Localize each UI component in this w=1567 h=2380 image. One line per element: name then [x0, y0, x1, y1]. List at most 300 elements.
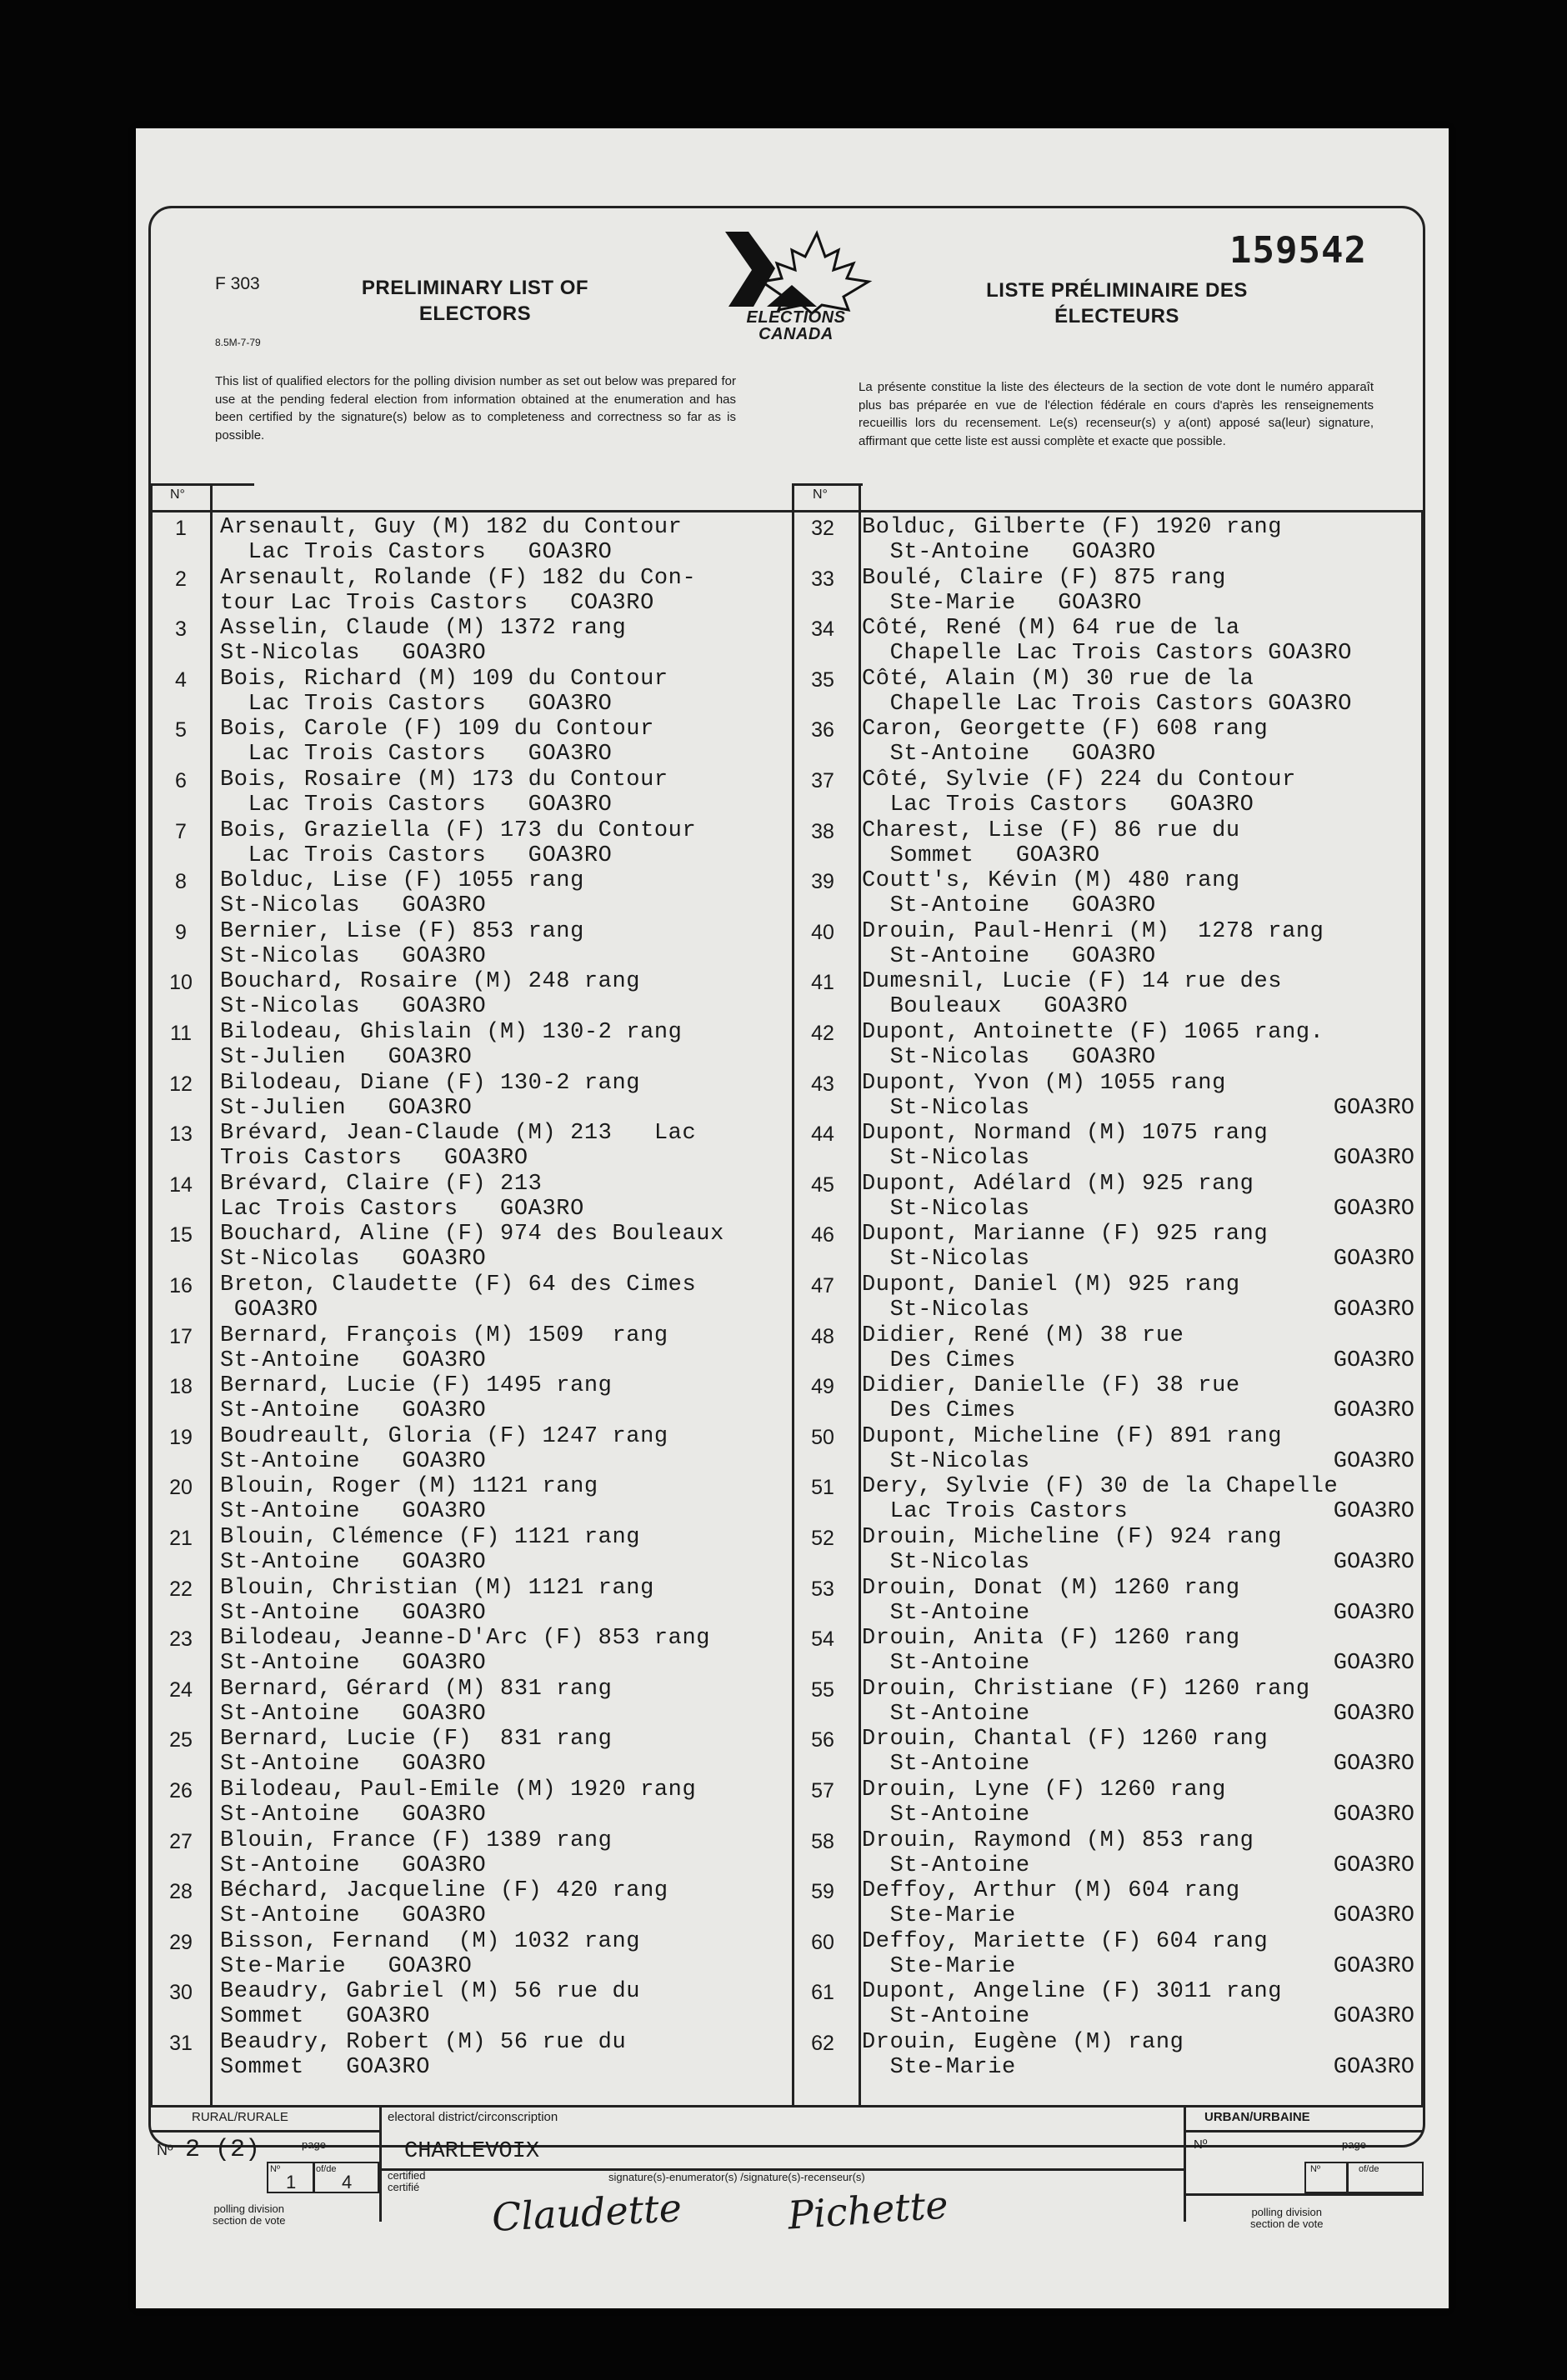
rule	[313, 2162, 315, 2193]
rule	[1184, 2130, 1424, 2132]
entry-address-line: St-Antoine GOA3RO	[862, 943, 1156, 969]
entry-number: 14	[169, 1172, 193, 1197]
title-french-line2: ÉLECTEURS	[1054, 305, 1179, 328]
rule	[792, 483, 863, 486]
entry-postal-code: GOA3RO	[1333, 1752, 1414, 1778]
entry-name-line: Arsenault, Rolande (F) 182 du Con-	[220, 565, 697, 591]
entry-address-line: Lac Trois Castors GOA3RO	[220, 792, 613, 818]
table-row	[794, 1222, 1421, 1272]
entry-number: 34	[811, 618, 834, 642]
rule	[150, 510, 1424, 512]
entry-name-line: Dupont, Yvon (M) 1055 rang	[862, 1070, 1226, 1096]
entry-name-line: Côté, Sylvie (F) 224 du Contour	[862, 768, 1296, 792]
entry-name-line: Didier, René (M) 38 rue	[862, 1322, 1184, 1348]
entry-address-line: St-Nicolas	[862, 1550, 1030, 1575]
district-label: electoral district/circonscription	[388, 2110, 558, 2124]
entry-name-line: Bernard, Lucie (F) 831 rang	[220, 1727, 613, 1752]
entry-number: 33	[811, 567, 834, 591]
intro-english: This list of qualified electors for the polling division number as set out below was prepared for use at the pending federal election from information obtained at the enumeration and has been certified by the signature(s) below as to completeness and correctness so far as is possible.	[215, 374, 736, 442]
table-row	[152, 1222, 792, 1272]
rule	[379, 2105, 382, 2222]
entry-postal-code: GOA3RO	[1333, 1953, 1414, 1979]
table-row	[152, 1626, 792, 1676]
table-row	[152, 667, 792, 717]
table-row	[794, 1323, 1421, 1373]
entry-address-line: St-Antoine GOA3RO	[220, 1651, 487, 1677]
entry-name-line: Bouchard, Aline (F) 974 des Bouleaux	[220, 1222, 724, 1248]
entry-name-line: Drouin, Lyne (F) 1260 rang	[862, 1778, 1226, 1802]
entry-number: 37	[811, 769, 834, 792]
entry-name-line: Côté, René (M) 64 rue de la	[862, 616, 1240, 642]
entry-number: 36	[811, 718, 834, 742]
entry-name-line: Drouin, Paul-Henri (M) 1278 rang	[862, 918, 1324, 944]
entry-name-line: Breton, Claudette (F) 64 des Cimes	[220, 1272, 697, 1298]
entry-name-line: Asselin, Claude (M) 1372 rang	[220, 616, 627, 642]
entry-number: 31	[169, 2032, 193, 2055]
entry-name-line: Béchard, Jacqueline (F) 420 rang	[220, 1878, 668, 1904]
rule	[150, 483, 254, 486]
rule	[1421, 510, 1424, 2105]
entry-name-line: Charest, Lise (F) 86 rue du	[862, 818, 1240, 843]
entry-number: 13	[169, 1122, 193, 1147]
polling-division-label-en: polling division	[213, 2202, 284, 2215]
entry-address-line: Lac Trois Castors GOA3RO	[220, 540, 613, 565]
table-row	[794, 1878, 1421, 1928]
urban-polling-division-label-en: polling division	[1251, 2206, 1322, 2218]
entry-number: 47	[811, 1274, 834, 1298]
entry-address-line: St-Antoine	[862, 1802, 1030, 1828]
entry-name-line: Bernier, Lise (F) 853 rang	[220, 918, 584, 944]
table-row	[152, 1071, 792, 1121]
table-row	[152, 868, 792, 918]
title-english-line1: PRELIMINARY LIST OF	[361, 277, 589, 299]
entry-address-line: Chapelle Lac Trois Castors GOA3RO	[862, 641, 1353, 667]
table-row	[152, 969, 792, 1019]
entry-number: 3	[175, 618, 187, 642]
urban-label: URBAN/URBAINE	[1204, 2110, 1310, 2124]
entry-number: 55	[811, 1678, 834, 1702]
urban-page-label: page	[1342, 2138, 1366, 2151]
entry-address-line: St-Antoine	[862, 1852, 1030, 1878]
intro-french: La présente constitue la liste des électeurs de la section de vote dont le numéro apparaît plus bas préparée en vue de l'élection fédérale en cours d'après les renseignements recueillis lors du recensement. Le(s) recenseur(s) y a(ont) apposé sa(leur) signature, affirmant que cette liste est aussi complète et exacte que possible.	[859, 380, 1374, 448]
entry-name-line: Bolduc, Gilberte (F) 1920 rang	[862, 515, 1283, 540]
entry-address-line: St-Antoine GOA3RO	[220, 1852, 487, 1878]
table-row	[152, 1172, 792, 1222]
entry-number: 35	[811, 668, 834, 692]
table-row	[152, 1878, 792, 1928]
entry-name-line: Dupont, Angeline (F) 3011 rang	[862, 1979, 1283, 2005]
table-row	[794, 1172, 1421, 1222]
entry-number: 45	[811, 1172, 834, 1197]
entry-number: 39	[811, 870, 834, 894]
entry-postal-code: GOA3RO	[1333, 1146, 1414, 1172]
logo-line1: ELECTIONS	[746, 308, 846, 327]
entry-number: 9	[175, 920, 187, 944]
entry-number: 17	[169, 1324, 193, 1348]
entry-number: 22	[169, 1577, 193, 1601]
entry-number: 2	[175, 567, 187, 591]
entry-number: 54	[811, 1628, 834, 1652]
entry-number: 20	[169, 1476, 193, 1500]
table-row	[152, 515, 792, 565]
table-row	[152, 1828, 792, 1878]
entry-number: 42	[811, 1022, 834, 1045]
entry-number: 24	[169, 1678, 193, 1702]
certified-label-en: certified	[388, 2169, 426, 2182]
entry-postal-code: GOA3RO	[1333, 1298, 1414, 1322]
entry-number: 40	[811, 920, 834, 944]
entry-name-line: Dupont, Normand (M) 1075 rang	[862, 1121, 1269, 1147]
entry-address-line: St-Nicolas	[862, 1146, 1030, 1172]
entry-name-line: Bouchard, Rosaire (M) 248 rang	[220, 969, 641, 995]
district-value: CHARLEVOIX	[404, 2139, 540, 2164]
entry-address-line: Ste-Marie	[862, 1953, 1016, 1979]
entry-address-line: Lac Trois Castors GOA3RO	[862, 792, 1254, 818]
urban-polling-division-label	[1250, 2207, 1323, 2230]
entry-name-line: Drouin, Micheline (F) 924 rang	[862, 1525, 1283, 1550]
table-row	[794, 1576, 1421, 1626]
table-row	[152, 818, 792, 868]
certified-label-fr: certifié	[388, 2181, 420, 2193]
logo-line2: CANADA	[758, 325, 834, 343]
entry-name-line: Drouin, Anita (F) 1260 rang	[862, 1626, 1240, 1652]
entry-name-line: Didier, Danielle (F) 38 rue	[862, 1373, 1240, 1399]
entry-name-line: Bernard, Lucie (F) 1495 rang	[220, 1373, 613, 1399]
entry-name-line: Dupont, Micheline (F) 891 rang	[862, 1423, 1283, 1449]
entry-number: 4	[175, 668, 187, 692]
entry-address-line: St-Antoine GOA3RO	[220, 1752, 487, 1778]
table-row	[794, 1727, 1421, 1777]
table-row	[152, 1525, 792, 1575]
column-header-number-right: N°	[813, 488, 828, 502]
table-row	[794, 1979, 1421, 2029]
polling-no-label: Nº	[157, 2142, 173, 2158]
table-row	[794, 768, 1421, 818]
entry-number: 48	[811, 1324, 834, 1348]
table-row	[152, 919, 792, 969]
title-english	[333, 275, 617, 327]
entry-number: 26	[169, 1779, 193, 1802]
urban-polling-division-label-fr: section de vote	[1250, 2218, 1324, 2230]
form-code: 8.5M-7-79	[215, 337, 261, 348]
table-row	[794, 1071, 1421, 1121]
entry-address-line: Lac Trois Castors GOA3RO	[220, 1196, 584, 1222]
entry-address-line: St-Nicolas	[862, 1247, 1030, 1272]
entry-address-line: Chapelle Lac Trois Castors GOA3RO	[862, 691, 1353, 717]
entry-number: 18	[169, 1375, 193, 1399]
entry-address-line: St-Antoine GOA3RO	[220, 1499, 487, 1525]
table-row	[152, 1576, 792, 1626]
entry-number: 19	[169, 1425, 193, 1449]
entry-address-line: St-Nicolas GOA3RO	[220, 943, 487, 969]
table-row	[794, 919, 1421, 969]
entry-number: 58	[811, 1829, 834, 1853]
entry-address-line: St-Antoine	[862, 1752, 1030, 1778]
entry-address-line: Ste-Marie GOA3RO	[220, 1953, 473, 1979]
table-row	[152, 1778, 792, 1828]
table-row	[152, 1929, 792, 1979]
entry-postal-code: GOA3RO	[1333, 1348, 1414, 1373]
of-label: of/de	[316, 2164, 337, 2174]
entry-number: 25	[169, 1728, 193, 1752]
entry-name-line: Bois, Richard (M) 109 du Contour	[220, 666, 668, 692]
entry-number: 30	[169, 1981, 193, 2005]
table-row	[794, 1020, 1421, 1070]
entry-number: 11	[170, 1022, 192, 1045]
entry-number: 7	[175, 819, 187, 843]
entry-name-line: Dupont, Daniel (M) 925 rang	[862, 1272, 1240, 1298]
entry-number: 5	[175, 718, 187, 742]
table-row	[794, 969, 1421, 1019]
entry-postal-code: GOA3RO	[1333, 1600, 1414, 1626]
entry-address-line: St-Antoine	[862, 1701, 1030, 1727]
table-row	[794, 1474, 1421, 1524]
rule	[1184, 2105, 1186, 2222]
entry-address-line: Sommet GOA3RO	[220, 2004, 431, 2030]
entry-address-line: St-Antoine GOA3RO	[220, 1348, 487, 1373]
entry-postal-code: GOA3RO	[1333, 1550, 1414, 1575]
entry-name-line: Bernard, Gérard (M) 831 rang	[220, 1676, 613, 1702]
entry-number: 44	[811, 1122, 834, 1147]
entry-address-line: Des Cimes	[862, 1398, 1016, 1424]
entry-address-line: St-Nicolas GOA3RO	[220, 994, 487, 1020]
entry-name-line: Boulé, Claire (F) 875 rang	[862, 565, 1226, 591]
rule	[150, 2130, 379, 2132]
polling-division-label	[213, 2203, 285, 2227]
table-row	[794, 1677, 1421, 1727]
entry-postal-code: GOA3RO	[1333, 2055, 1414, 2080]
table-row	[794, 1929, 1421, 1979]
title-french-line1: LISTE PRÉLIMINAIRE DES	[986, 279, 1248, 302]
entry-name-line: Dupont, Adélard (M) 925 rang	[862, 1171, 1254, 1197]
entry-address-line: St-Nicolas	[862, 1298, 1030, 1322]
entry-number: 29	[169, 1930, 193, 1954]
entry-address-line: St-Nicolas	[862, 1448, 1030, 1474]
table-row	[152, 2030, 792, 2080]
page-no-label: Nº	[270, 2164, 280, 2174]
entry-name-line: Bois, Graziella (F) 173 du Contour	[220, 818, 697, 843]
entry-name-line: Côté, Alain (M) 30 rue de la	[862, 666, 1254, 692]
entry-number: 8	[175, 870, 187, 894]
table-row	[794, 1121, 1421, 1171]
entry-number: 50	[811, 1425, 834, 1449]
rule	[1346, 2162, 1349, 2193]
entry-address-line: Sommet GOA3RO	[220, 2055, 431, 2080]
entry-address-line: Des Cimes	[862, 1348, 1016, 1373]
table-row	[152, 717, 792, 767]
entry-number: 56	[811, 1728, 834, 1752]
entry-number: 10	[169, 971, 193, 995]
entry-address-line: Bouleaux GOA3RO	[862, 994, 1129, 1020]
entry-address-line: Sommet GOA3RO	[862, 842, 1100, 868]
signature-2: Pichette	[786, 2182, 950, 2238]
entry-postal-code: GOA3RO	[1333, 1196, 1414, 1222]
entry-number: 52	[811, 1527, 834, 1550]
entry-number: 1	[175, 517, 187, 540]
entry-name-line: Dumesnil, Lucie (F) 14 rue des	[862, 969, 1283, 995]
entry-postal-code: GOA3RO	[1333, 1651, 1414, 1677]
entry-postal-code: GOA3RO	[1333, 1398, 1414, 1424]
entry-name-line: Caron, Georgette (F) 608 rang	[862, 717, 1269, 742]
table-row	[152, 616, 792, 666]
rule	[150, 2105, 1424, 2108]
entry-name-line: Bolduc, Lise (F) 1055 rang	[220, 868, 584, 894]
entry-name-line: Beaudry, Robert (M) 56 rue du	[220, 2030, 627, 2055]
entry-name-line: Coutt's, Kévin (M) 480 rang	[862, 868, 1240, 894]
entry-name-line: Brévard, Jean-Claude (M) 213 Lac	[220, 1121, 697, 1147]
entry-address-line: Lac Trois Castors GOA3RO	[220, 691, 613, 717]
entry-number: 51	[811, 1476, 834, 1500]
entry-number: 62	[811, 2032, 834, 2055]
entry-number: 15	[169, 1223, 193, 1248]
entry-address-line: St-Antoine GOA3RO	[220, 1802, 487, 1828]
entry-name-line: Bois, Carole (F) 109 du Contour	[220, 717, 654, 742]
entry-number: 38	[811, 819, 834, 843]
entry-postal-code: GOA3RO	[1333, 1701, 1414, 1727]
table-row	[794, 1424, 1421, 1474]
serial-number: 159542	[1229, 229, 1367, 272]
entry-postal-code: GOA3RO	[1333, 1903, 1414, 1929]
entry-address-line: Lac Trois Castors GOA3RO	[220, 842, 613, 868]
entry-number: 12	[169, 1072, 193, 1096]
entry-name-line: Brévard, Claire (F) 213	[220, 1171, 543, 1197]
entry-address-line: St-Antoine	[862, 2004, 1030, 2030]
title-french	[950, 278, 1284, 329]
entry-name-line: Dery, Sylvie (F) 30 de la Chapelle	[862, 1474, 1339, 1500]
entry-address-line: Ste-Marie GOA3RO	[862, 590, 1143, 616]
entry-address-line: St-Antoine GOA3RO	[862, 742, 1156, 768]
entry-address-line: St-Antoine GOA3RO	[220, 1448, 487, 1474]
table-row	[794, 566, 1421, 616]
polling-division-label-fr: section de vote	[213, 2214, 286, 2227]
entry-name-line: Drouin, Donat (M) 1260 rang	[862, 1575, 1240, 1601]
table-row	[152, 768, 792, 818]
entry-number: 43	[811, 1072, 834, 1096]
entry-address-line: St-Nicolas GOA3RO	[220, 641, 487, 667]
page-label: page	[302, 2138, 326, 2151]
table-row	[794, 616, 1421, 666]
table-row	[152, 1323, 792, 1373]
entry-number: 27	[169, 1829, 193, 1853]
entry-address-line: St-Nicolas GOA3RO	[220, 1247, 487, 1272]
entry-address-line: St-Julien GOA3RO	[220, 1045, 473, 1070]
entry-address-line: St-Julien GOA3RO	[220, 1095, 473, 1121]
entry-address-line: St-Antoine GOA3RO	[862, 893, 1156, 919]
entry-address-line: Ste-Marie	[862, 1903, 1016, 1929]
entry-name-line: Drouin, Eugène (M) rang	[862, 2030, 1184, 2055]
table-row	[152, 1272, 792, 1322]
entry-name-line: Bisson, Fernand (M) 1032 rang	[220, 1928, 641, 1954]
entry-name-line: Dupont, Antoinette (F) 1065 rang.	[862, 1020, 1324, 1045]
signature-1: Claudette	[490, 2185, 683, 2240]
entry-name-line: Deffoy, Mariette (F) 604 rang	[862, 1928, 1269, 1954]
entry-number: 60	[811, 1930, 834, 1954]
signature-label: signature(s)-enumerator(s) /signature(s)-recenseur(s)	[608, 2171, 865, 2183]
table-row	[794, 868, 1421, 918]
entry-address-line: St-Antoine GOA3RO	[220, 1701, 487, 1727]
urban-page-no-label: Nº	[1310, 2164, 1320, 2174]
entry-postal-code: GOA3RO	[1333, 1247, 1414, 1272]
entry-number: 46	[811, 1223, 834, 1248]
table-row	[152, 1373, 792, 1423]
table-row	[794, 1626, 1421, 1676]
entry-number: 61	[811, 1981, 834, 2005]
entry-name-line: Bois, Rosaire (M) 173 du Contour	[220, 768, 668, 792]
page-total: 4	[342, 2172, 353, 2192]
entry-name-line: Blouin, France (F) 1389 rang	[220, 1828, 613, 1853]
entry-address-line: St-Nicolas	[862, 1095, 1030, 1121]
entry-address-line: Trois Castors GOA3RO	[220, 1146, 528, 1172]
certified-label	[388, 2170, 426, 2193]
entry-number: 16	[169, 1274, 193, 1298]
entry-name-line: Drouin, Raymond (M) 853 rang	[862, 1828, 1254, 1853]
entry-address-line: tour Lac Trois Castors COA3RO	[220, 590, 654, 616]
table-row	[152, 566, 792, 616]
polling-division-number: 2 (2)	[185, 2136, 261, 2164]
entry-address-line: St-Antoine GOA3RO	[862, 540, 1156, 565]
title-english-line2: ELECTORS	[418, 302, 532, 325]
entry-name-line: Bilodeau, Ghislain (M) 130-2 rang	[220, 1020, 683, 1045]
entry-name-line: Bernard, François (M) 1509 rang	[220, 1322, 668, 1348]
entry-address-line: St-Antoine GOA3RO	[220, 1550, 487, 1575]
entry-number: 32	[811, 517, 834, 540]
entry-name-line: Dupont, Marianne (F) 925 rang	[862, 1222, 1269, 1248]
entry-postal-code: GOA3RO	[1333, 1852, 1414, 1878]
table-row	[794, 1778, 1421, 1828]
entry-postal-code: GOA3RO	[1333, 2004, 1414, 2030]
entry-postal-code: GOA3RO	[1333, 1499, 1414, 1525]
table-row	[794, 1272, 1421, 1322]
entry-number: 53	[811, 1577, 834, 1601]
table-row	[152, 1474, 792, 1524]
entry-address-line: St-Antoine GOA3RO	[220, 1600, 487, 1626]
table-row	[794, 1373, 1421, 1423]
entry-name-line: Bilodeau, Paul-Emile (M) 1920 rang	[220, 1778, 697, 1802]
entry-address-line: St-Nicolas GOA3RO	[220, 893, 487, 919]
column-header-number-left: N°	[170, 488, 185, 502]
table-row	[152, 1424, 792, 1474]
entry-number: 59	[811, 1880, 834, 1904]
form-number: F 303	[215, 274, 260, 293]
table-row	[152, 1677, 792, 1727]
entry-postal-code: GOA3RO	[1333, 1448, 1414, 1474]
entry-name-line: Deffoy, Arthur (M) 604 rang	[862, 1878, 1240, 1904]
entry-address-line: Lac Trois Castors	[862, 1499, 1129, 1525]
entry-address-line: St-Nicolas GOA3RO	[862, 1045, 1156, 1070]
entry-address-line: Ste-Marie	[862, 2055, 1016, 2080]
entry-number: 41	[811, 971, 834, 995]
table-row	[794, 1828, 1421, 1878]
table-row	[152, 1979, 792, 2029]
entry-number: 21	[169, 1527, 193, 1550]
entry-name-line: Blouin, Roger (M) 1121 rang	[220, 1474, 598, 1500]
entry-postal-code: GOA3RO	[1333, 1095, 1414, 1121]
entry-address-line: Lac Trois Castors GOA3RO	[220, 742, 613, 768]
table-row	[794, 1525, 1421, 1575]
entry-number: 28	[169, 1880, 193, 1904]
rule	[1184, 2193, 1424, 2196]
table-row	[794, 667, 1421, 717]
entry-name-line: Beaudry, Gabriel (M) 56 rue du	[220, 1979, 641, 2005]
entry-name-line: Drouin, Chantal (F) 1260 rang	[862, 1727, 1269, 1752]
entry-name-line: Bilodeau, Diane (F) 130-2 rang	[220, 1070, 641, 1096]
entry-address-line: St-Nicolas	[862, 1196, 1030, 1222]
logo-wordmark	[718, 309, 874, 342]
urban-no-label: Nº	[1194, 2138, 1208, 2152]
table-row	[152, 1121, 792, 1171]
page-number: 1	[286, 2172, 297, 2192]
table-row	[794, 2030, 1421, 2080]
